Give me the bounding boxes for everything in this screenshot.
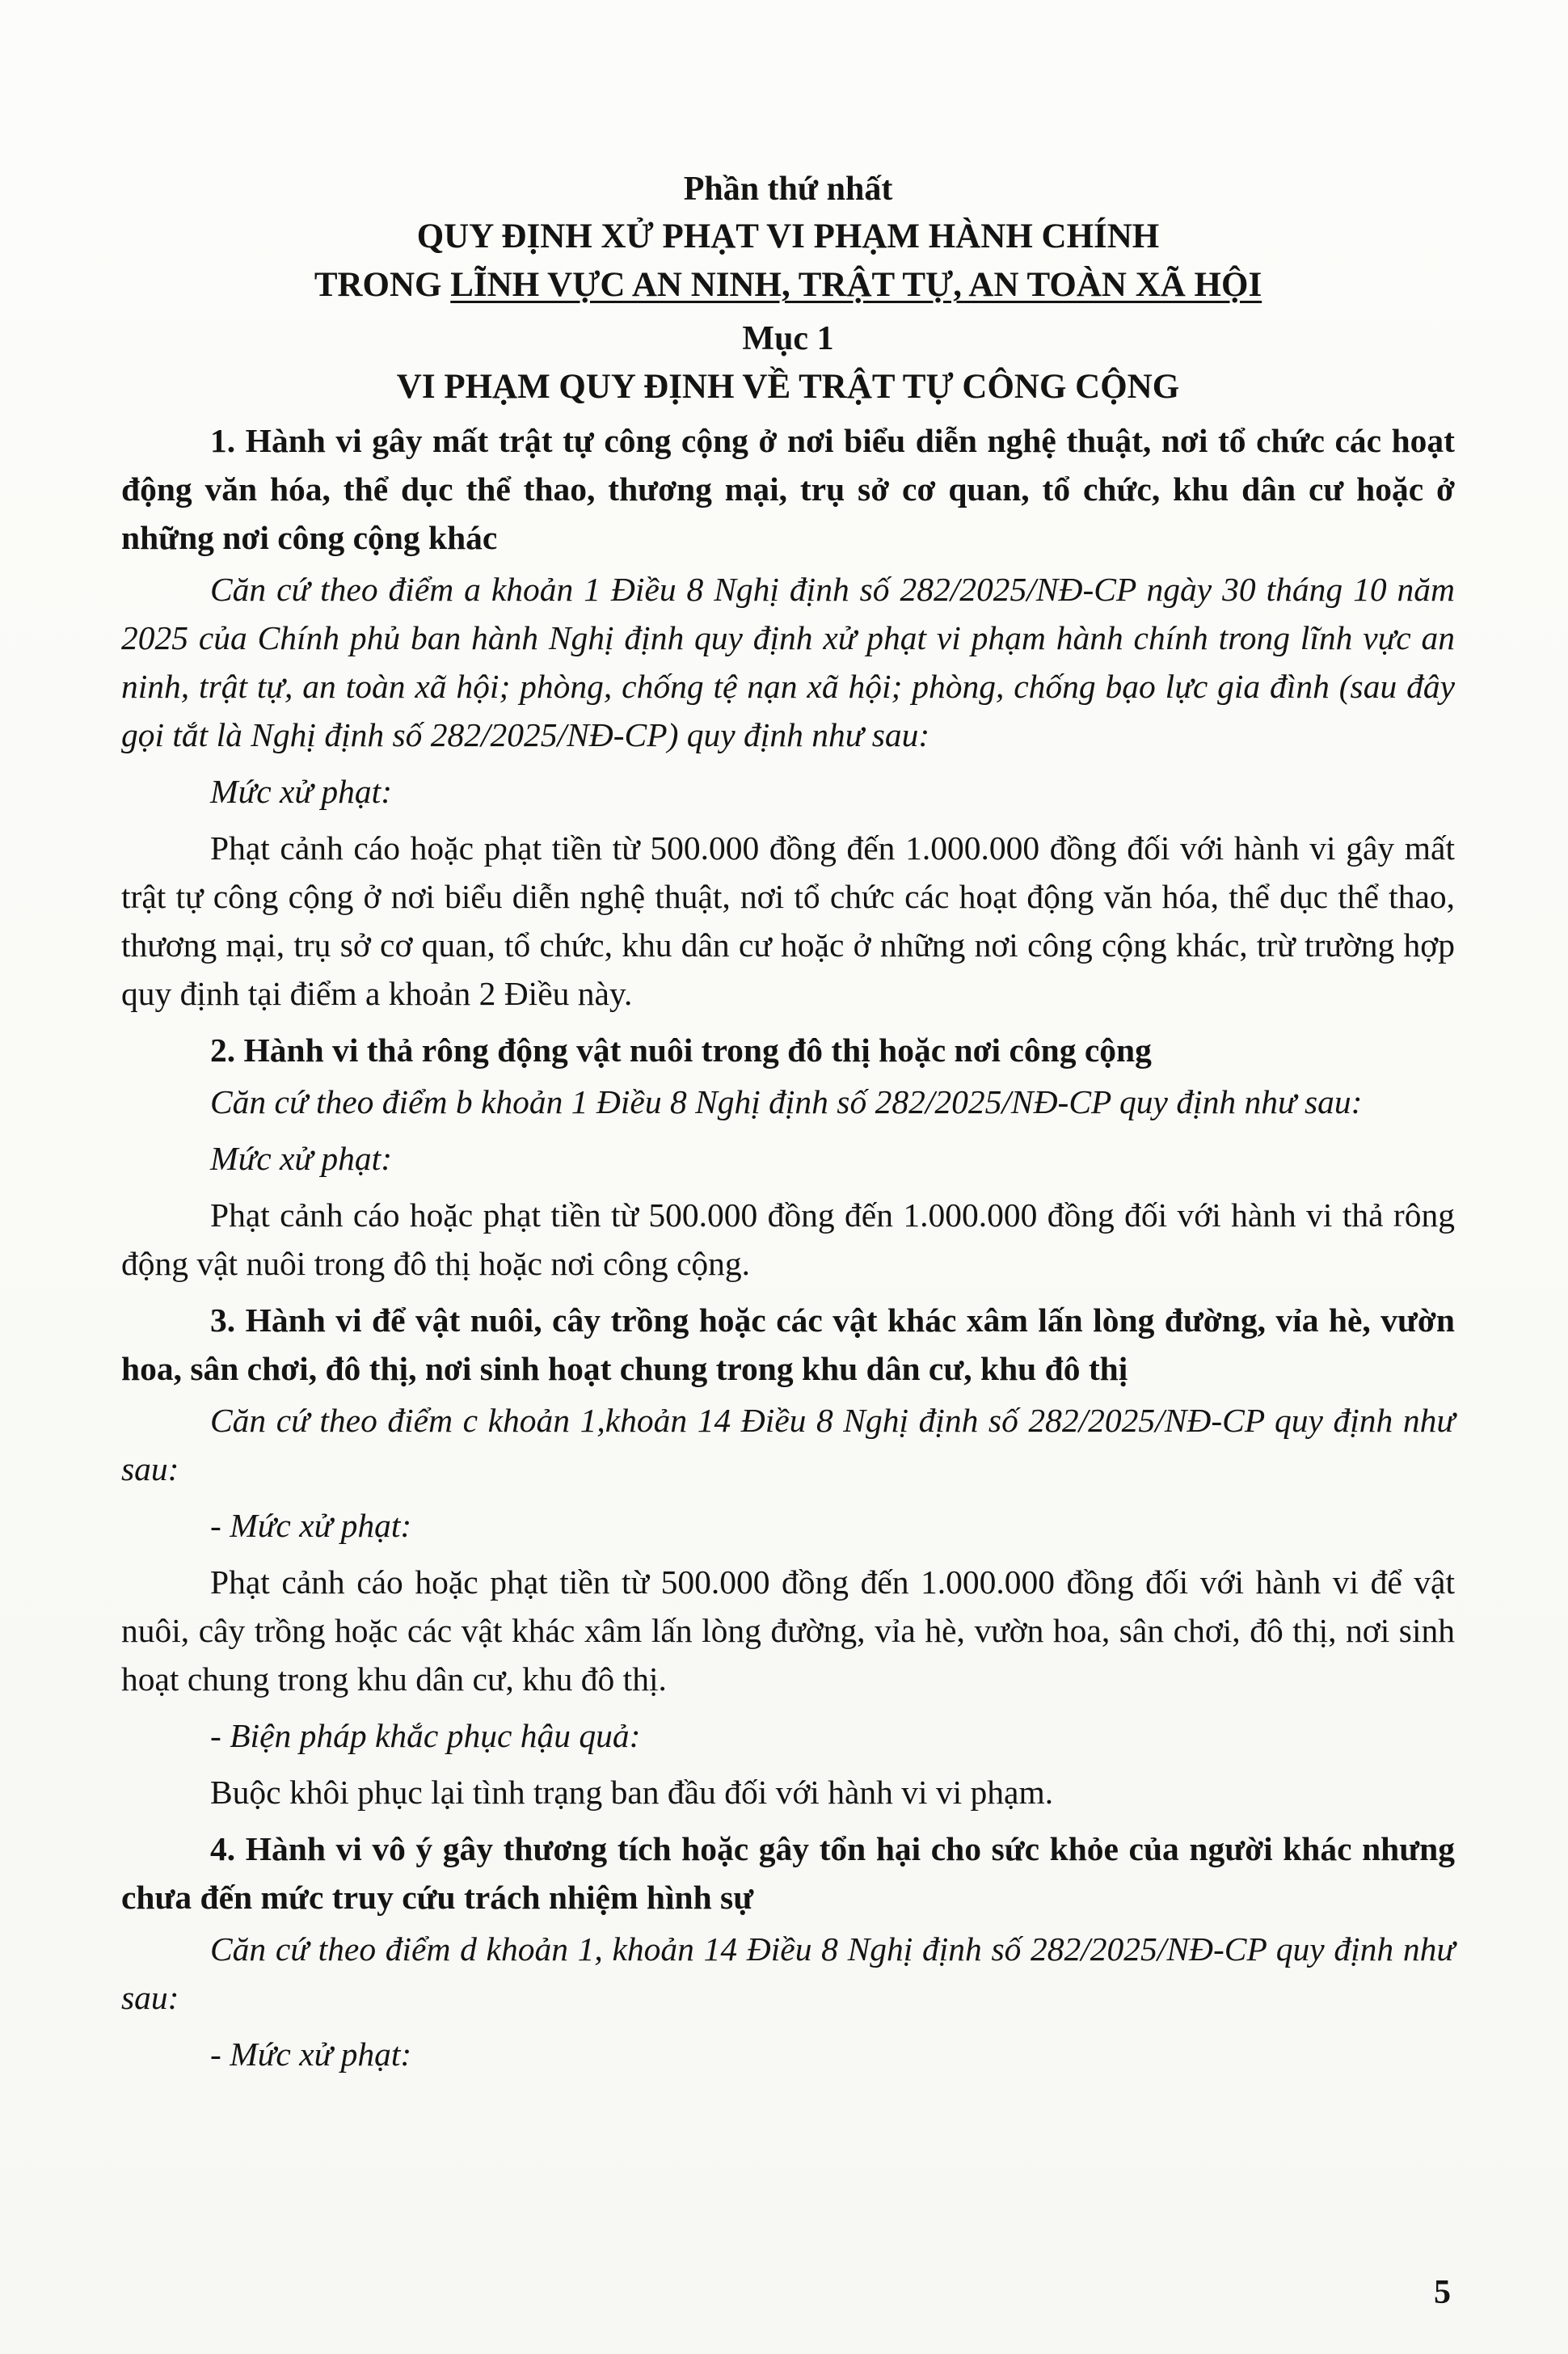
item-1-basis: Căn cứ theo điểm a khoản 1 Điều 8 Nghị định số 282/2025/NĐ-CP ngày 30 tháng 10 năm 2025 của Chính phủ ban hành Nghị định quy định xử phạt vi phạm hành chính trong lĩnh vực an ninh, trật tự, an toàn xã hội; phòng, chống tệ nạn xã hội; phòng, chống bạo lực gia đình (sau đây gọi tắt là Nghị định số 282/2025/NĐ-CP) quy định như sau: [121, 571, 1455, 753]
item-3-penalty: Phạt cảnh cáo hoặc phạt tiền từ 500.000 đồng đến 1.000.000 đồng đối với hành vi để vật nuôi, cây trồng hoặc các vật khác xâm lấn lòng đường, vỉa hè, vườn hoa, sân chơi, đô thị, nơi sinh hoạt chung trong khu dân cư, khu đô thị. [121, 1563, 1455, 1698]
section-number: Mục 1 [742, 320, 834, 357]
title-line-2-prefix: TRONG [314, 266, 451, 304]
item-1-penalty-label: Mức xử phạt: [210, 773, 393, 810]
item-3-remedy: Buộc khôi phục lại tình trạng ban đầu đối với hành vi vi phạm. [210, 1774, 1054, 1811]
item-2-basis: Căn cứ theo điểm b khoản 1 Điều 8 Nghị định số 282/2025/NĐ-CP quy định như sau: [210, 1083, 1363, 1120]
title-line-2-underlined: LĨNH VỰC AN NINH, TRẬT TỰ, AN TOÀN XÃ HỘI [450, 266, 1262, 304]
item-3-penalty-label: - Mức xử phạt: [210, 1507, 412, 1544]
item-3-remedy-label: - Biện pháp khắc phục hậu quả: [210, 1717, 641, 1754]
page-content [121, 166, 1455, 2078]
item-3-title: 3. Hành vi để vật nuôi, cây trồng hoặc các vật khác xâm lấn lòng đường, vỉa hè, vườn hoa, sân chơi, đô thị, nơi sinh hoạt chung trong khu dân cư, khu đô thị [121, 1301, 1455, 1387]
item-4-penalty-label: - Mức xử phạt: [210, 2035, 412, 2073]
item-2-penalty: Phạt cảnh cáo hoặc phạt tiền từ 500.000 đồng đến 1.000.000 đồng đối với hành vi thả rông động vật nuôi trong đô thị hoặc nơi công cộng. [121, 1196, 1455, 1282]
title-line-2 [121, 261, 1455, 310]
item-1-penalty: Phạt cảnh cáo hoặc phạt tiền từ 500.000 đồng đến 1.000.000 đồng đối với hành vi gây mất trật tự công cộng ở nơi biểu diễn nghệ thuật, nơi tổ chức các hoạt động văn hóa, thể dục thể thao, thương mại, trụ sở cơ quan, tổ chức, khu dân cư hoặc ở những nơi công cộng khác, trừ trường hợp quy định tại điểm a khoản 2 Điều này. [121, 829, 1455, 1012]
title-line-1: QUY ĐỊNH XỬ PHẠT VI PHẠM HÀNH CHÍNH [416, 217, 1160, 255]
section-title: VI PHẠM QUY ĐỊNH VỀ TRẬT TỰ CÔNG CỘNG [396, 368, 1180, 406]
item-1-title: 1. Hành vi gây mất trật tự công cộng ở nơi biểu diễn nghệ thuật, nơi tổ chức các hoạt động văn hóa, thể dục thể thao, thương mại, trụ sở cơ quan, tổ chức, khu dân cư hoặc ở những nơi công cộng khác [121, 422, 1455, 556]
item-4-basis: Căn cứ theo điểm d khoản 1, khoản 14 Điều 8 Nghị định số 282/2025/NĐ-CP quy định như sau: [121, 1930, 1455, 2016]
item-2-penalty-label: Mức xử phạt: [210, 1140, 393, 1177]
part-heading: Phần thứ nhất [683, 171, 893, 208]
item-2-title: 2. Hành vi thả rông động vật nuôi trong đô thị hoặc nơi công cộng [210, 1031, 1152, 1069]
page-number: 5 [1434, 2274, 1451, 2311]
item-3-basis: Căn cứ theo điểm c khoản 1,khoản 14 Điều 8 Nghị định số 282/2025/NĐ-CP quy định như sau: [121, 1402, 1455, 1487]
item-4-title: 4. Hành vi vô ý gây thương tích hoặc gây tổn hại cho sức khỏe của người khác nhưng chưa đến mức truy cứu trách nhiệm hình sự [121, 1830, 1455, 1916]
